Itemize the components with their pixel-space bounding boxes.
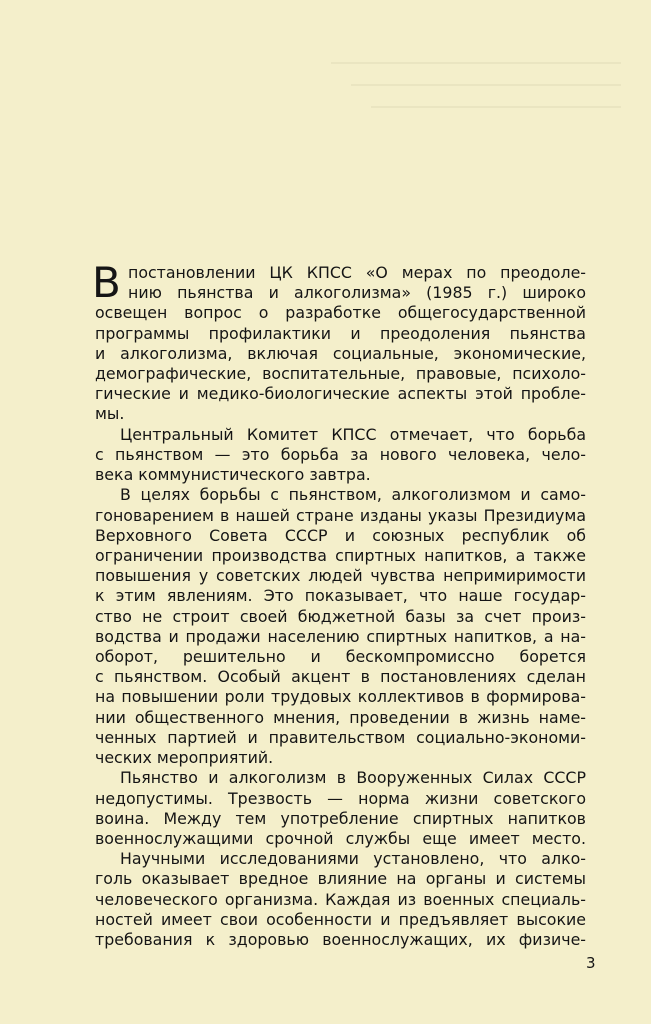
- drop-cap: В: [92, 258, 121, 307]
- text-line: с пьянством — это борьба за нового человека, чело-: [95, 445, 586, 464]
- text-line: нию пьянства и алкоголизма» (1985 г.) широко: [128, 283, 586, 302]
- text-line: ограничении производства спиртных напитков, а также: [95, 546, 586, 565]
- text-line: Пьянство и алкоголизм в Вооруженных Силах СССР: [120, 768, 586, 787]
- text-line: Научными исследованиями установлено, что алко-: [120, 849, 586, 868]
- text-line: оборот, решительно и бескомпромиссно борется: [95, 647, 586, 666]
- text-line: Верховного Совета СССР и союзных республик об: [95, 526, 586, 545]
- text-line: ностей имеет свои особенности и предъявляет высокие: [95, 910, 586, 929]
- text-line: человеческого организма. Каждая из военных специаль-: [95, 890, 586, 909]
- text-line: недопустимы. Трезвость — норма жизни советского: [95, 789, 586, 808]
- text-line: к этим явлениям. Это показывает, что наше государ-: [95, 586, 586, 605]
- text-line: ченных партией и правительством социально-экономи-: [95, 728, 586, 747]
- text-line: голь оказывает вредное влияние на органы и системы: [95, 869, 586, 888]
- text-line: гоноварением в нашей стране изданы указы Президиума: [95, 506, 586, 525]
- text-line: с пьянством. Особый акцент в постановлениях сделан: [95, 667, 586, 686]
- text-line: постановлении ЦК КПСС «О мерах по преодоле-: [128, 263, 586, 282]
- text-line: освещен вопрос о разработке общегосударственной: [95, 303, 586, 322]
- text-line: водства и продажи населению спиртных напитков, а на-: [95, 627, 586, 646]
- text-line: на повышении роли трудовых коллективов в формирова-: [95, 687, 586, 706]
- text-line: ческих мероприятий.: [95, 748, 274, 767]
- text-line: В целях борьбы с пьянством, алкоголизмом и само-: [120, 485, 586, 504]
- text-line: требования к здоровью военнослужащих, их физиче-: [95, 930, 586, 949]
- text-line: программы профилактики и преодоления пьянства: [95, 324, 586, 343]
- text-line: воина. Между тем употребление спиртных напитков: [95, 809, 586, 828]
- text-line: нии общественного мнения, проведении в жизнь наме-: [95, 708, 586, 727]
- page-number: 3: [586, 954, 596, 972]
- text-line: мы.: [95, 404, 125, 423]
- text-line: повышения у советских людей чувства непримиримости: [95, 566, 586, 585]
- text-line: века коммунистического завтра.: [95, 465, 371, 484]
- text-line: демографические, воспитательные, правовые, психоло-: [95, 364, 586, 383]
- text-line: ство не строит своей бюджетной базы за счет произ-: [95, 607, 586, 626]
- text-line: Центральный Комитет КПСС отмечает, что борьба: [120, 425, 586, 444]
- text-line: гические и медико-биологические аспекты этой пробле-: [95, 384, 586, 403]
- text-line: военнослужащими срочной службы еще имеет место.: [95, 829, 586, 848]
- text-line: и алкоголизма, включая социальные, экономические,: [95, 344, 586, 363]
